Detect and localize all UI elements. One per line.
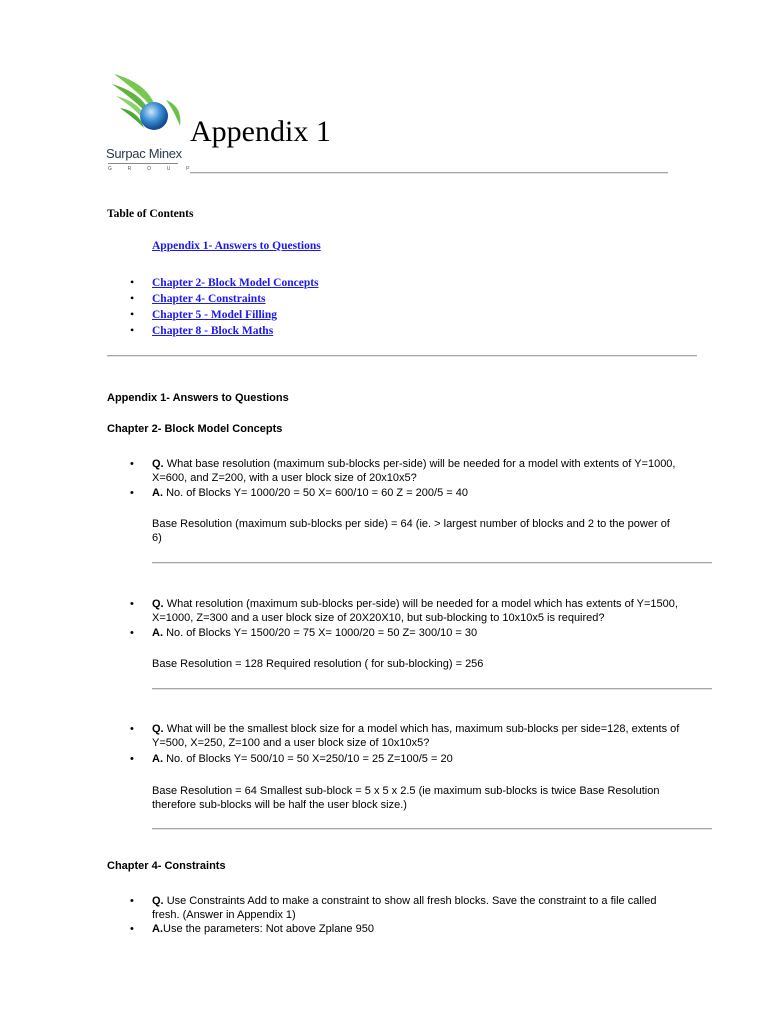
question-2-line-1: What resolution (maximum sub-blocks per-side) will be needed for a model which has extents of Y=1500, [166,598,678,610]
answer-1-text: No. of Blocks Y= 1000/20 = 50 X= 600/10 = 60 Z = 200/5 = 40 [166,487,468,499]
q-label: Q. [152,598,164,610]
block-1-rule [152,562,712,564]
question-1-line-1: What base resolution (maximum sub-blocks per-side) will be needed for a model with extents of Y=1000, [166,458,676,470]
answer-2 [152,626,477,640]
bullet: • [130,275,135,289]
toc-link-chapter-4[interactable]: Chapter 4- Constraints [152,293,266,305]
answer-4 [152,922,374,936]
a-label: A. [152,627,163,639]
answer-3 [152,752,453,766]
question-3-line-1: What will be the smallest block size for a model which has, maximum sub-blocks per side=128, extents of [166,723,680,735]
bullet: • [130,627,134,639]
question-3 [152,722,712,750]
toc-item [130,306,319,322]
note-3-line-2: therefore sub-blocks will be half the user block size.) [152,799,407,811]
question-4-line-1: Use Constraints Add to make a constraint to show all fresh blocks. Save the constraint to a file called [166,895,657,907]
bullet: • [130,723,134,735]
note-3-line-1: Base Resolution = 64 Smallest sub-block = 5 x 5 x 2.5 (ie maximum sub-blocks is twice Base Resolution [152,785,660,797]
note-1-line-1: Base Resolution (maximum sub-blocks per side) = 64 (ie. > largest number of blocks and 2 to the power of [152,518,670,530]
q-label: Q. [152,895,164,907]
toc-link-chapter-8[interactable]: Chapter 8 - Block Maths [152,325,274,337]
logo-subtext: G R O U P [108,166,197,172]
note-3 [152,784,712,812]
bullet: • [130,307,135,321]
logo-text: Surpac Minex [106,146,182,161]
block-2-rule [152,688,712,690]
q-label: Q. [152,723,164,735]
question-4 [152,894,712,922]
bullet: • [130,598,134,610]
logo-underline [108,163,178,164]
note-2 [152,657,712,671]
note-1-line-2: 6) [152,532,162,544]
bullet: • [130,458,134,470]
q-label: Q. [152,458,164,470]
question-1 [152,457,712,485]
answer-4-text: Use the parameters: Not above Zplane 950 [163,923,374,935]
page-title: Appendix 1 [190,115,331,148]
toc-list [130,274,319,338]
appendix-heading: Appendix 1- Answers to Questions [107,392,289,404]
title-rule [190,172,668,174]
toc-item [130,290,319,306]
bullet: • [130,323,135,337]
chapter-4-heading: Chapter 4- Constraints [107,860,226,872]
toc-link-chapter-5[interactable]: Chapter 5 - Model Filling [152,309,278,321]
question-2 [152,597,712,625]
toc-heading: Table of Contents [107,208,194,220]
question-4-line-2: fresh. (Answer in Appendix 1) [152,909,296,921]
toc-link-chapter-2[interactable]: Chapter 2- Block Model Concepts [152,277,319,289]
bullet: • [130,487,134,499]
a-label: A. [152,923,163,935]
answer-3-text: No. of Blocks Y= 500/10 = 50 X=250/10 = 25 Z=100/5 = 20 [166,753,453,765]
block-3-rule [152,828,712,830]
chapter-2-heading: Chapter 2- Block Model Concepts [107,423,283,435]
question-3-line-2: Y=500, X=250, Z=100 and a user block size of 10x10x5? [152,737,430,749]
question-2-line-2: X=1000, Z=300 and a user block size of 20X20X10, but sub-blocking to 10x10x5 is required? [152,612,605,624]
answer-2-text: No. of Blocks Y= 1500/20 = 75 X= 1000/20 = 50 Z= 300/10 = 30 [166,627,478,639]
toc-item [130,322,319,338]
bullet: • [130,291,135,305]
bullet: • [130,923,134,935]
toc-item [130,274,319,290]
a-label: A. [152,487,163,499]
toc-link-appendix[interactable]: Appendix 1- Answers to Questions [152,240,321,252]
bullet: • [130,895,134,907]
question-1-line-2: X=600, and Z=200, with a user block size of 20x10x5? [152,472,417,484]
bullet: • [130,753,134,765]
note-1 [152,517,712,545]
answer-1 [152,486,468,500]
note-2-line-1: Base Resolution = 128 Required resolution ( for sub-blocking) = 256 [152,658,484,670]
toc-rule [107,355,697,357]
a-label: A. [152,753,163,765]
